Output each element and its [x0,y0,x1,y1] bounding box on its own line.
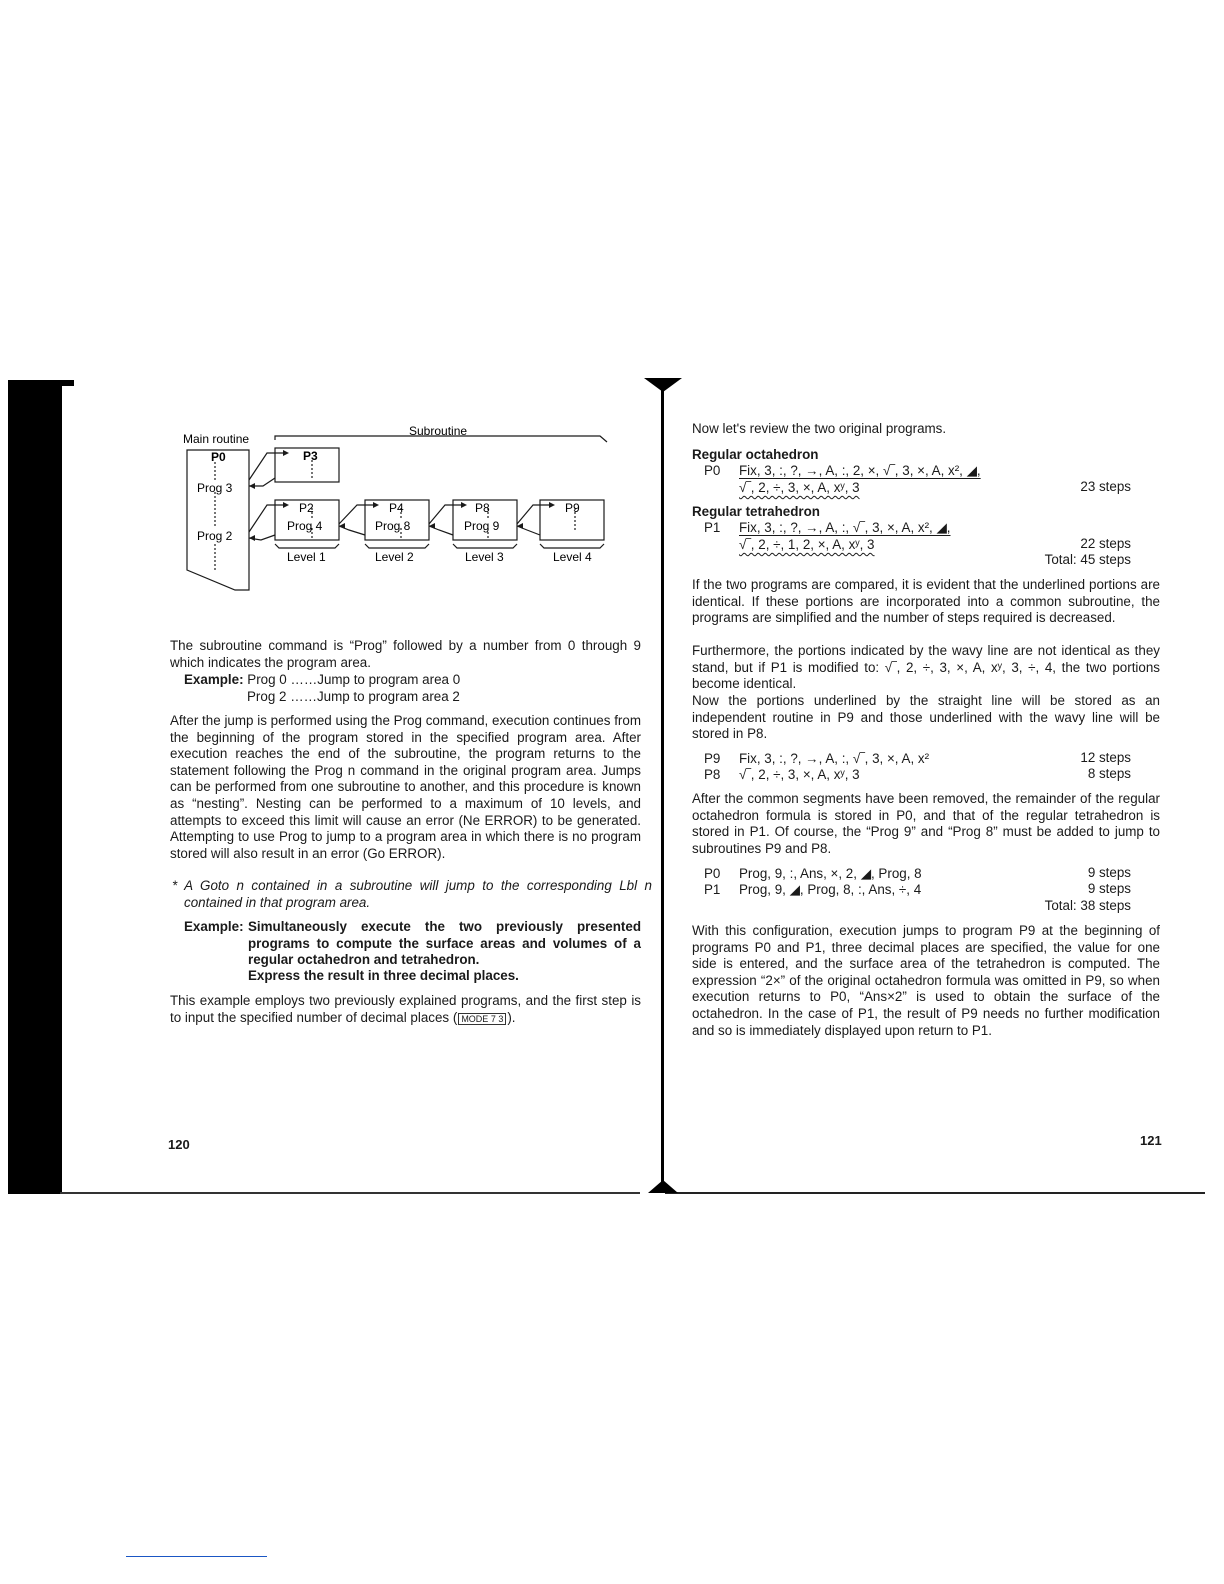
example-2-bold-text-2: Express the result in three decimal places. [248,968,519,983]
gutter-top-mark [644,376,682,396]
p9-label: P9 [704,751,721,766]
example-1-text: Jump to program area 0 [317,672,461,687]
right-para-3: Now the portions underlined by the straight line will be stored as an independent routine in P9 and those underlined with the wavy line will be stored in P8. [692,693,1160,742]
p2-label: P2 [299,501,314,515]
example-2-label: Example: [184,919,244,934]
p8-label: P8 [704,767,721,782]
oct-steps: 23 steps [1080,479,1131,494]
tet-steps: 22 steps [1080,536,1131,551]
p0-steps: 9 steps [1087,865,1131,880]
right-intro: Now let's review the two original programs. [692,421,947,436]
level2-label: Level 2 [375,550,414,564]
p8-prog-label: Prog 9 [464,519,500,533]
example-2-text: Jump to program area 2 [316,689,460,704]
dots-1: …… [290,672,318,687]
page-number-right: 121 [1140,1133,1162,1148]
level4-label: Level 4 [553,550,592,564]
main-prog3-label: Prog 3 [197,481,233,495]
main-routine-label: Main routine [183,432,250,446]
right-para-5: With this configuration, execution jumps to program P9 at the beginning of programs P0 and P1, three decimal places are specified, the value for one side is entered, and the surface area of the tetrahedron is computed. The expression “2×” of the original octahedron formula was omitted in P9, so when execution returns to P0, “Ans×2” is used to obtain the surface of the octahedron. In the case of P1, the result of P9 needs no further modification and so is immediately displayed upon return to P1. [692,923,1160,1038]
example-label: Example: [184,672,244,687]
level3-label: Level 3 [465,550,504,564]
p8-label: P8 [475,501,490,515]
left-note: * A Goto n contained in a subroutine will jump to the corresponding Lbl n contained in that program area. [172,878,652,910]
dots-2: …… [290,689,317,704]
p9-code: Fix, 3, :, ?, →, A, :, √‾, 3, ×, A, x² [739,751,930,766]
example-block-1 [184,671,460,688]
left-binding-edge-lower [8,494,62,1194]
left-binding-notch [62,380,74,386]
level1-label: Level 1 [287,550,326,564]
oct-heading: Regular octahedron [692,447,819,462]
p1-steps: 9 steps [1087,881,1131,896]
p3-label: P3 [303,449,318,463]
example-block-2 [247,688,460,705]
tet-heading: Regular tetrahedron [692,504,820,519]
footer-link-line [126,1556,267,1557]
subroutine-label: Subroutine [409,424,468,438]
bottom-left-edge [60,1192,640,1194]
left-para-3 [170,993,641,1027]
left-para-1: The subroutine command is “Prog” followed by a number from 0 through 9 which indicates the program area. [170,638,641,670]
left-binding-edge [8,380,62,494]
left-para-3-end: ). [507,1009,516,1025]
main-prog2-label: Prog 2 [197,529,233,543]
p0-label: P0 [704,866,721,881]
gutter-bottom-mark [648,1180,678,1194]
tet-line-2: √‾, 2, ÷, 1, 2, ×, A, xʸ, 3 [739,537,875,552]
total-steps-1: Total: 45 steps [1044,552,1131,567]
left-para-3-text: This example employs two previously explained programs, and the first step is to input the specified number of decimal places ( [170,993,641,1025]
oct-line-2: √‾, 2, ÷, 3, ×, A, xʸ, 3 [739,480,860,495]
main-p0-label: P0 [211,450,226,464]
mode-keys: MODE 7 3 [458,1013,506,1025]
center-gutter [661,384,664,1192]
nesting-diagram [175,420,635,595]
left-para-2: After the jump is performed using the Prog command, execution continues from the beginning of the program stored in the specified program area. After execution reaches the end of the subroutine, the program returns to the statement following the Prog n command in the original program area. Jumps can be performed from one subroutine to another, and this procedure is known as “nesting”. Nesting can be performed to a maximum of 10 levels, and attempts to exceed this limit will cause an error (Ne ERROR) to be generated. Attempting to use Prog to jump to a program area in which there is no program stored will also result in an error (Go ERROR). [170,713,641,861]
example-2-bold-text: Simultaneously execute the two previously presented programs to compute the surface areas and volumes of a regular octahedron and tetrahedron. [248,919,641,968]
p1-label: P1 [704,882,721,897]
p9-steps: 12 steps [1080,750,1131,765]
oct-line-1: Fix, 3, :, ?, →, A, :, 2, ×, √‾, 3, ×, A, x², ◢, [739,463,981,478]
bottom-right-edge [665,1192,1205,1194]
p8-code: √‾, 2, ÷, 3, ×, A, xʸ, 3 [739,767,860,782]
tet-line-1: Fix, 3, :, ?, →, A, :, √‾, 3, ×, A, x², ◢, [739,520,951,535]
p8-steps: 8 steps [1087,766,1131,781]
p2-prog-label: Prog 4 [287,519,323,533]
p0-code: Prog, 9, :, Ans, ×, 2, ◢, Prog, 8 [739,866,922,881]
p1-code: Prog, 9, ◢, Prog, 8, :, Ans, ÷, 4 [739,882,922,897]
example-1-cmd: Prog 0 [247,672,287,687]
oct-label: P0 [704,463,721,478]
example-2-cmd: Prog 2 [247,689,287,704]
main-routine-box [187,450,249,590]
p4-prog-label: Prog 8 [375,519,411,533]
total-steps-2: Total: 38 steps [1044,898,1131,913]
tet-label: P1 [704,520,721,535]
right-para-4: After the common segments have been removed, the remainder of the regular octahedron formula is stored in P0, and that of the regular tetrahedron is stored in P1. Of course, the “Prog 9” and “Prog 8” must be added to jump to subroutines P9 and P8. [692,791,1160,856]
right-para-1: If the two programs are compared, it is evident that the underlined portions are identical. If these portions are incorporated into a common subroutine, the programs are simplified and the number of steps required is decreased. [692,577,1160,626]
page-number-left: 120 [168,1137,190,1152]
p4-label: P4 [389,501,404,515]
p9-label: P9 [565,501,580,515]
right-para-2: Furthermore, the portions indicated by the wavy line are not identical as they stand, but if P1 is modified to: √‾, 2, ÷, 3, ×, A, xʸ, 3, ÷, 4, the two portions become identical. [692,643,1160,692]
